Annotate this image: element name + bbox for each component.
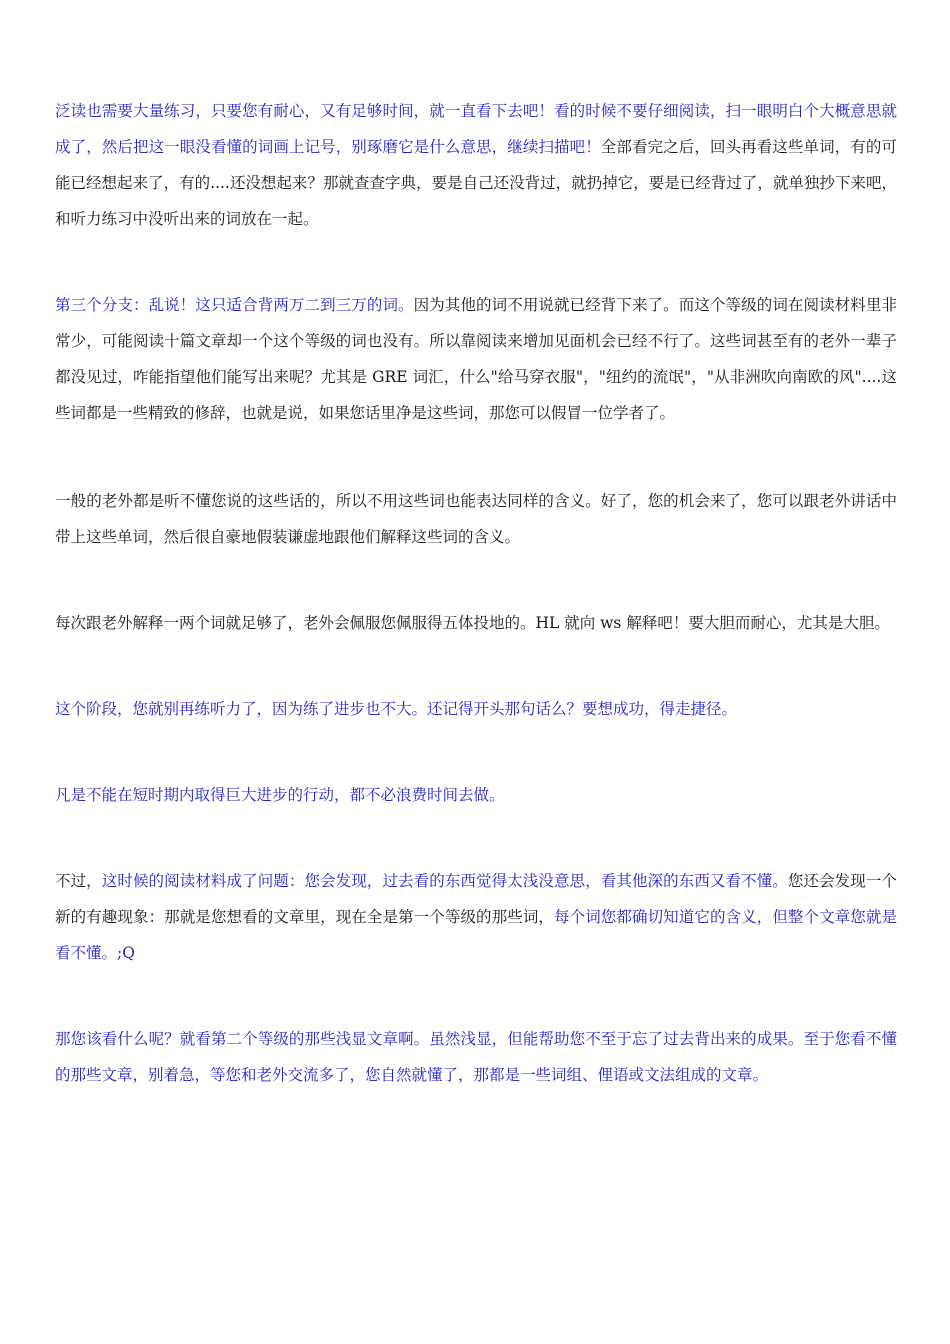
paragraph-reading-material-problem — [55, 863, 897, 971]
text-span: 全部看完之后，回头再看这些单词，有的可能已经想起来了，有的....还没想起来？那就查查字典，要是自己还没背过，就扔掉它，要是已经背过了，就单独抄下来吧，和听力练习中没听出来的词放在一起。 — [55, 138, 897, 228]
text-span: 这个阶段，您就别再练听力了，因为练了进步也不大。还记得开头那句话么？要想成功，得走捷径。 — [55, 700, 738, 718]
text-span: 凡是不能在短时期内取得巨大进步的行动，都不必浪费时间去做。 — [55, 786, 505, 804]
text-span: 因为其他的词不用说就已经背下来了。而这个等级的词在阅读材料里非常少，可能阅读十篇文章却一个这个等级的词也没有。所以靠阅读来增加见面机会已经不行了。这些词甚至有的老外一辈子都没见过，咋能指望他们能写出来呢？尤其是 GRE 词汇，什么"给马穿衣服"，"纽约的流氓"，"从非洲吹向南欧的风"....这些词都是一些精致的修辞，也就是说，如果您话里净是这些词，那您可以假冒一位学者了。 — [55, 296, 897, 422]
paragraph-foreigners-understanding — [55, 483, 897, 555]
paragraph-stage-listening — [55, 691, 897, 727]
text-span: 泛读也需要大量练习，只要您有耐心，又有足够时间，就一直看下去吧！看的时候不要仔细阅读，扫一眼明白个大概意思就成了，然后把这一眼没看懂的词画上记号，别琢磨它是什么意思，继续扫描吧！ — [55, 102, 897, 156]
text-span: 第三个分支：乱说！这只适合背两万二到三万的词。 — [55, 296, 414, 314]
paragraph-short-term-progress — [55, 777, 897, 813]
text-span: 一般的老外都是听不懂您说的这些话的，所以不用这些词也能表达同样的含义。好了，您的机会来了，您可以跟老外讲话中带上这些单词，然后很自豪地假装谦虚地跟他们解释这些词的含义。 — [55, 492, 897, 546]
paragraph-extensive-reading — [55, 93, 897, 237]
paragraph-explain-words — [55, 605, 897, 641]
paragraph-what-to-read — [55, 1021, 897, 1093]
paragraph-third-branch — [55, 287, 897, 431]
text-span: 这时候的阅读材料成了问题：您会发现，过去看的东西觉得太浅没意思，看其他深的东西又看不懂。 — [101, 872, 788, 890]
document-body — [55, 93, 897, 1093]
text-span: 您还会发现一个新的有趣现象：那就是您想看的文章里，现在全是第一个等级的那些词， — [55, 872, 897, 926]
text-span: 每个词您都确切知道它的含义，但整个文章您就是看不懂。;Q — [55, 908, 897, 962]
text-span: 每次跟老外解释一两个词就足够了，老外会佩服您佩服得五体投地的。HL 就向 ws 解释吧！要大胆而耐心，尤其是大胆。 — [55, 614, 890, 632]
text-span: 那您该看什么呢？就看第二个等级的那些浅显文章啊。虽然浅显，但能帮助您不至于忘了过去背出来的成果。至于您看不懂的那些文章，别着急，等您和老外交流多了，您自然就懂了，那都是一些词组、俚语或文法组成的文章。 — [55, 1030, 897, 1084]
text-span: 不过， — [55, 872, 102, 890]
